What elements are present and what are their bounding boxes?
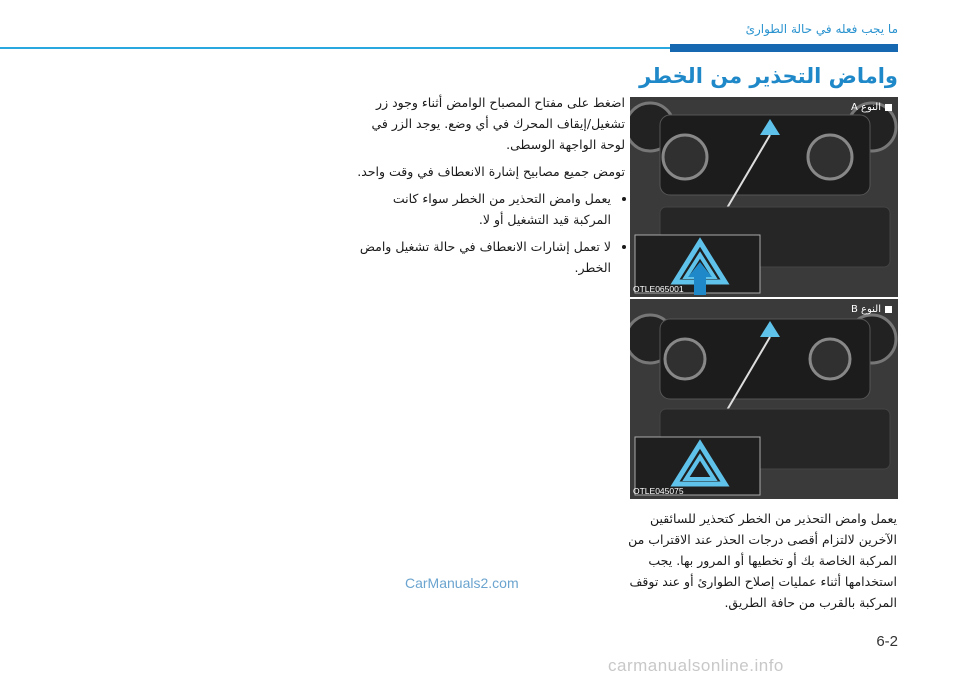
bottom-text-column: [627, 508, 897, 619]
bullet-item: • لا تعمل إشارات الانعطاف في حالة تشغيل وامض الخطر.: [355, 236, 611, 278]
hazard-switch-photo-a: [630, 97, 898, 297]
bullet-item: • يعمل وامض التحذير من الخطر سواء كانت المركبة قيد التشغيل أو لا.: [355, 188, 611, 230]
figure-code: OTLE045075: [633, 486, 684, 496]
section-heading: واماض التحذير من الخطر: [639, 64, 898, 88]
header-title: ما يجب فعله في حالة الطوارئ: [745, 22, 898, 36]
hazard-switch-photo-b: [630, 299, 898, 499]
page-number: 6-2: [876, 633, 898, 650]
watermark[interactable]: CarManuals2.com: [405, 575, 519, 591]
figure-label: النوع A: [851, 102, 892, 113]
figure-label: النوع B: [851, 304, 892, 315]
bullet-list: [355, 188, 625, 278]
figure-code: OTLE065001: [633, 284, 684, 294]
main-text-column: [355, 92, 625, 284]
bottom-paragraph: يعمل وامض التحذير من الخطر كتحذير للسائقين الآخرين لالتزام أقصى درجات الحذر عند الاقتراب من المركبة الخاصة بك أو تخطيها أو المرور بها. يجب استخدامها أثناء عمليات إصلاح الطوارئ أو عند توقف المركبة بالقرب من حافة الطريق.: [628, 511, 897, 610]
footer-watermark[interactable]: carmanualsonline.info: [608, 656, 784, 675]
figure-type-a: [630, 97, 898, 297]
intro-paragraph-2: تومض جميع مصابيح إشارة الانعطاف في وقت واحد.: [357, 164, 625, 179]
header-bar: [670, 44, 898, 52]
intro-paragraph: اضغط على مفتاح المصباح الوامض أثناء وجود زر تشغيل/إيقاف المحرك في أي وضع. يوجد الزر في لوحة الواجهة الوسطى.: [371, 95, 625, 152]
figure-type-b: [630, 299, 898, 499]
